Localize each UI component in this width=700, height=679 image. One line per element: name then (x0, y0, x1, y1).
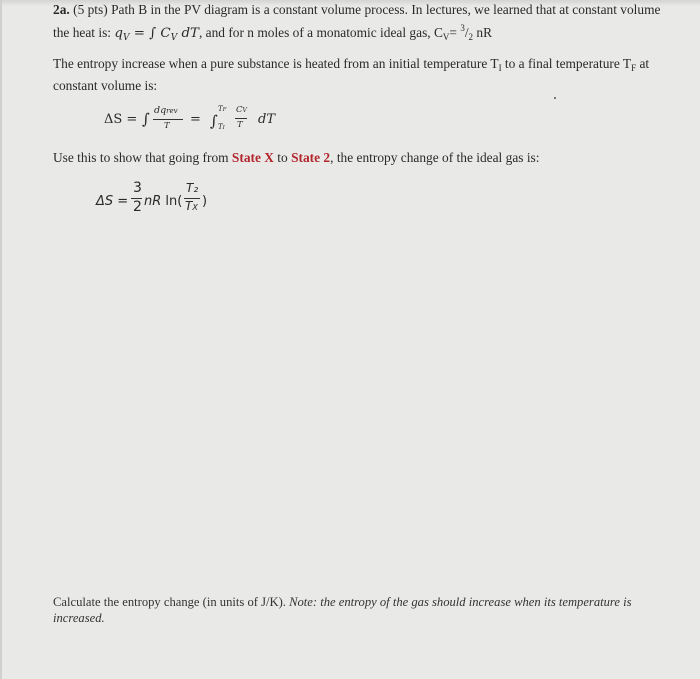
problem-statement: 2a. (5 pts) Path B in the PV diagram is a constant volume process. In lectures, we learned that at constant volume the heat is: $q_V$ = ∫ $C_V$ dT, and for n moles of a monatomic ideal gas, $C_V= ^3/_2$ nR (53, 2, 661, 43)
eq1-lower-limit: TI (218, 123, 225, 131)
eq1-cv-den: T (237, 120, 243, 130)
entropy-intro: The entropy increase when a pure substance is heated from an initial temperature $T_I$ to a final temperature $T_F$ at constant volume is: (53, 56, 650, 93)
instruction-suffix: , the entropy change of the ideal gas is: (330, 150, 540, 165)
problem-intro: Path B in the PV diagram is a constant volume process. In lectures, we learned that at constant volume the heat is: (53, 2, 661, 40)
entropy-result-equation (96, 180, 296, 224)
problem-points: (5 pts) (73, 2, 108, 17)
eq2-nR: nR ln( (144, 194, 183, 209)
eq2-t-den: TX (185, 199, 198, 213)
instruction-prefix: Use this to show that going from (53, 150, 232, 165)
eq1-frac-num: dqrev (154, 105, 178, 116)
eq1-frac-den: T (164, 121, 170, 131)
eq2-lhs: ΔS = (96, 194, 129, 209)
eq1-equals: = (190, 112, 201, 127)
problem-number: 2a. (53, 2, 70, 17)
state-2-label: State 2 (291, 150, 331, 165)
stray-dot (554, 97, 556, 99)
left-edge (0, 0, 2, 679)
eq2-close: ) (202, 194, 208, 209)
eq1-upper-limit: TF (218, 105, 227, 113)
entropy-intro-line2: at constant volume is: (53, 56, 650, 93)
entropy-integral-equation (104, 104, 404, 140)
eq2-coef-num: 3 (133, 180, 142, 196)
entropy-intro-line1-end: to a final temperature (501, 56, 620, 71)
moles-text: , and for n moles of a monatomic ideal gas, C (198, 25, 443, 40)
question (53, 594, 668, 626)
eq1-cv-num: CV (236, 105, 247, 115)
eq1-integral: ∫ (142, 110, 150, 128)
eq1-integral-2: ∫ (210, 112, 218, 130)
eq2-coef-den: 2 (133, 199, 142, 215)
instruction (53, 149, 668, 167)
question-text: Calculate the entropy change (in units of J/K). (53, 595, 286, 609)
instruction-to: to (273, 150, 292, 165)
state-x-label: State X (231, 150, 274, 165)
eq1-lhs: ΔS = (104, 112, 138, 127)
eq1-cv-bar (235, 118, 247, 119)
heat-formula: $q_V$ = ∫ $C_V$ dT (114, 26, 199, 43)
question-note: Note: the entropy of the gas should increase when its temperature is increased. (53, 595, 632, 625)
entropy-intro-line1: The entropy increase when a pure substance is heated from an initial temperature T (53, 56, 499, 71)
eq2-t-num: T₂ (186, 181, 199, 195)
eq1-frac-bar (153, 119, 183, 120)
eq1-dT: dT (258, 112, 275, 127)
